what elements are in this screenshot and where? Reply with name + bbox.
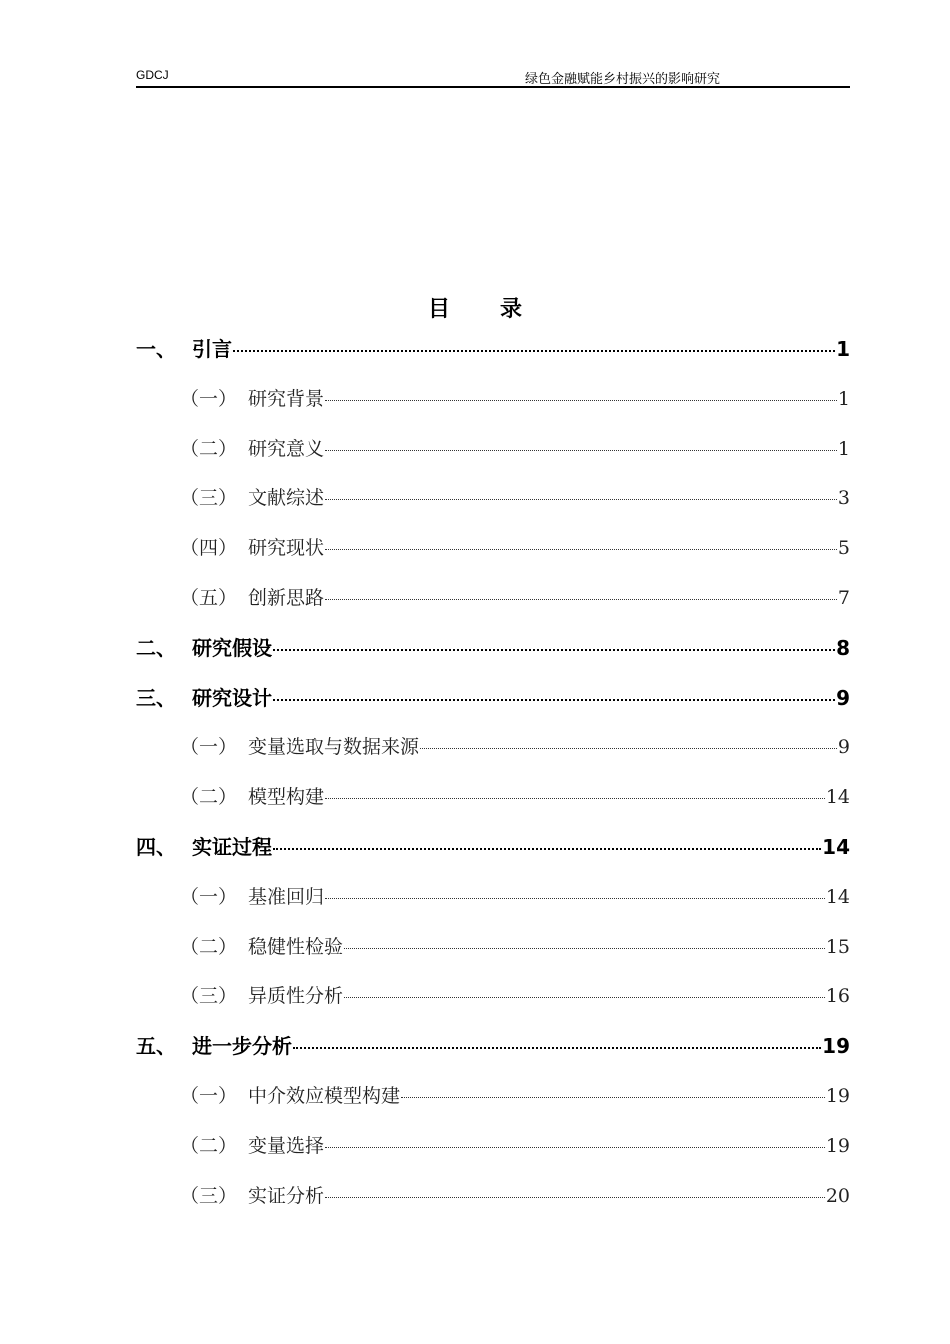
toc-entry-title: 研究假设 bbox=[192, 635, 272, 660]
toc-entry-title: 变量选取与数据来源 bbox=[248, 736, 420, 759]
header-right-text: 绿色金融赋能乡村振兴的影响研究 bbox=[525, 72, 721, 87]
toc-entry-number: （一） bbox=[180, 885, 238, 908]
toc-entry-number: 二、 bbox=[136, 635, 176, 660]
toc-entry[interactable] bbox=[136, 883, 850, 933]
toc-leader-dots bbox=[344, 948, 825, 949]
toc-entry-number: 五、 bbox=[136, 1034, 176, 1059]
toc-entry-page: 19 bbox=[825, 1134, 850, 1157]
toc-entry-title: 研究现状 bbox=[248, 537, 325, 560]
toc-entry-page: 3 bbox=[837, 487, 850, 510]
toc-entry[interactable] bbox=[136, 684, 850, 734]
toc-entry-number: （二） bbox=[180, 935, 238, 958]
toc-entry-title: 研究背景 bbox=[248, 387, 325, 410]
toc-entry-title: 基准回归 bbox=[248, 885, 325, 908]
toc-entry-title: 异质性分析 bbox=[248, 985, 344, 1008]
toc-entry-title: 研究设计 bbox=[192, 685, 272, 710]
toc-entry-title: 实证过程 bbox=[192, 834, 272, 859]
toc-leader-dots bbox=[325, 798, 825, 799]
toc-leader-dots bbox=[325, 898, 825, 899]
toc-entry-number: （二） bbox=[180, 437, 238, 460]
toc-entry[interactable] bbox=[136, 733, 850, 783]
toc-entry-title: 变量选择 bbox=[248, 1134, 325, 1157]
toc-leader-dots bbox=[325, 400, 837, 401]
toc-entry[interactable] bbox=[136, 982, 850, 1032]
toc-entry-page: 14 bbox=[822, 834, 850, 859]
toc-entry-title: 引言 bbox=[192, 337, 232, 361]
toc-entry[interactable] bbox=[136, 833, 850, 883]
toc-entry-page: 9 bbox=[837, 736, 850, 759]
toc-entry-number: （三） bbox=[180, 1184, 238, 1207]
toc-entry-number: 一、 bbox=[136, 337, 176, 361]
toc-leader-dots bbox=[325, 1197, 825, 1198]
toc-leader-dots bbox=[293, 1047, 821, 1049]
toc-entry-title: 中介效应模型构建 bbox=[248, 1084, 401, 1107]
toc-entry[interactable] bbox=[136, 584, 850, 634]
toc-leader-dots bbox=[325, 549, 837, 550]
toc-entry[interactable] bbox=[136, 933, 850, 983]
toc-entry-number: （一） bbox=[180, 387, 238, 410]
toc-entry-page: 16 bbox=[825, 985, 850, 1008]
page-header bbox=[136, 68, 850, 88]
toc-leader-dots bbox=[325, 499, 837, 500]
toc-leader-dots bbox=[401, 1097, 825, 1098]
toc-entry-number: （一） bbox=[180, 736, 238, 759]
toc-entry[interactable] bbox=[136, 435, 850, 485]
header-left-text: GDCJ bbox=[136, 68, 169, 82]
toc-entry-page: 14 bbox=[825, 885, 850, 908]
toc-entry[interactable] bbox=[136, 1132, 850, 1182]
toc-leader-dots bbox=[273, 848, 821, 850]
toc-entry-number: （三） bbox=[180, 487, 238, 510]
toc-entry-title: 模型构建 bbox=[248, 786, 325, 809]
toc-leader-dots bbox=[420, 748, 837, 749]
toc-entry[interactable] bbox=[136, 335, 850, 385]
toc-leader-dots bbox=[325, 450, 837, 451]
toc-entry-page: 9 bbox=[836, 685, 850, 710]
toc-entry-title: 实证分析 bbox=[248, 1184, 325, 1207]
toc-leader-dots bbox=[325, 599, 837, 600]
toc-entry-page: 8 bbox=[836, 635, 850, 660]
toc-entry-number: （五） bbox=[180, 586, 238, 609]
toc-entry[interactable] bbox=[136, 783, 850, 833]
toc-leader-dots bbox=[273, 699, 835, 701]
toc-entry[interactable] bbox=[136, 1082, 850, 1132]
toc-entry-page: 1 bbox=[837, 437, 850, 460]
table-of-contents bbox=[136, 335, 850, 1231]
toc-entry-page: 19 bbox=[825, 1084, 850, 1107]
toc-entry-page: 19 bbox=[822, 1034, 850, 1059]
toc-entry[interactable] bbox=[136, 634, 850, 684]
toc-entry-number: 四、 bbox=[136, 834, 176, 859]
toc-entry[interactable] bbox=[136, 1032, 850, 1082]
toc-entry[interactable] bbox=[136, 484, 850, 534]
toc-entry-number: 三、 bbox=[136, 685, 176, 710]
toc-entry-page: 5 bbox=[837, 537, 850, 560]
toc-entry-title: 进一步分析 bbox=[192, 1034, 292, 1059]
toc-entry-page: 1 bbox=[837, 387, 850, 410]
toc-entry-number: （二） bbox=[180, 786, 238, 809]
toc-entry[interactable] bbox=[136, 385, 850, 435]
toc-entry-title: 稳健性检验 bbox=[248, 935, 344, 958]
toc-entry[interactable] bbox=[136, 1182, 850, 1232]
toc-entry-title: 研究意义 bbox=[248, 437, 325, 460]
toc-leader-dots bbox=[325, 1147, 825, 1148]
toc-entry-number: （四） bbox=[180, 537, 238, 560]
toc-entry[interactable] bbox=[136, 534, 850, 584]
toc-entry-page: 20 bbox=[825, 1184, 850, 1207]
toc-entry-number: （二） bbox=[180, 1134, 238, 1157]
toc-entry-page: 14 bbox=[825, 786, 850, 809]
toc-entry-number: （三） bbox=[180, 985, 238, 1008]
toc-entry-title: 创新思路 bbox=[248, 586, 325, 609]
toc-leader-dots bbox=[344, 997, 825, 998]
toc-entry-number: （一） bbox=[180, 1084, 238, 1107]
toc-entry-title: 文献综述 bbox=[248, 487, 325, 510]
toc-leader-dots bbox=[273, 649, 835, 651]
toc-title: 目录 bbox=[427, 297, 572, 322]
toc-entry-page: 15 bbox=[825, 935, 850, 958]
toc-leader-dots bbox=[233, 350, 835, 352]
toc-entry-page: 7 bbox=[837, 586, 850, 609]
toc-entry-page: 1 bbox=[836, 337, 850, 361]
